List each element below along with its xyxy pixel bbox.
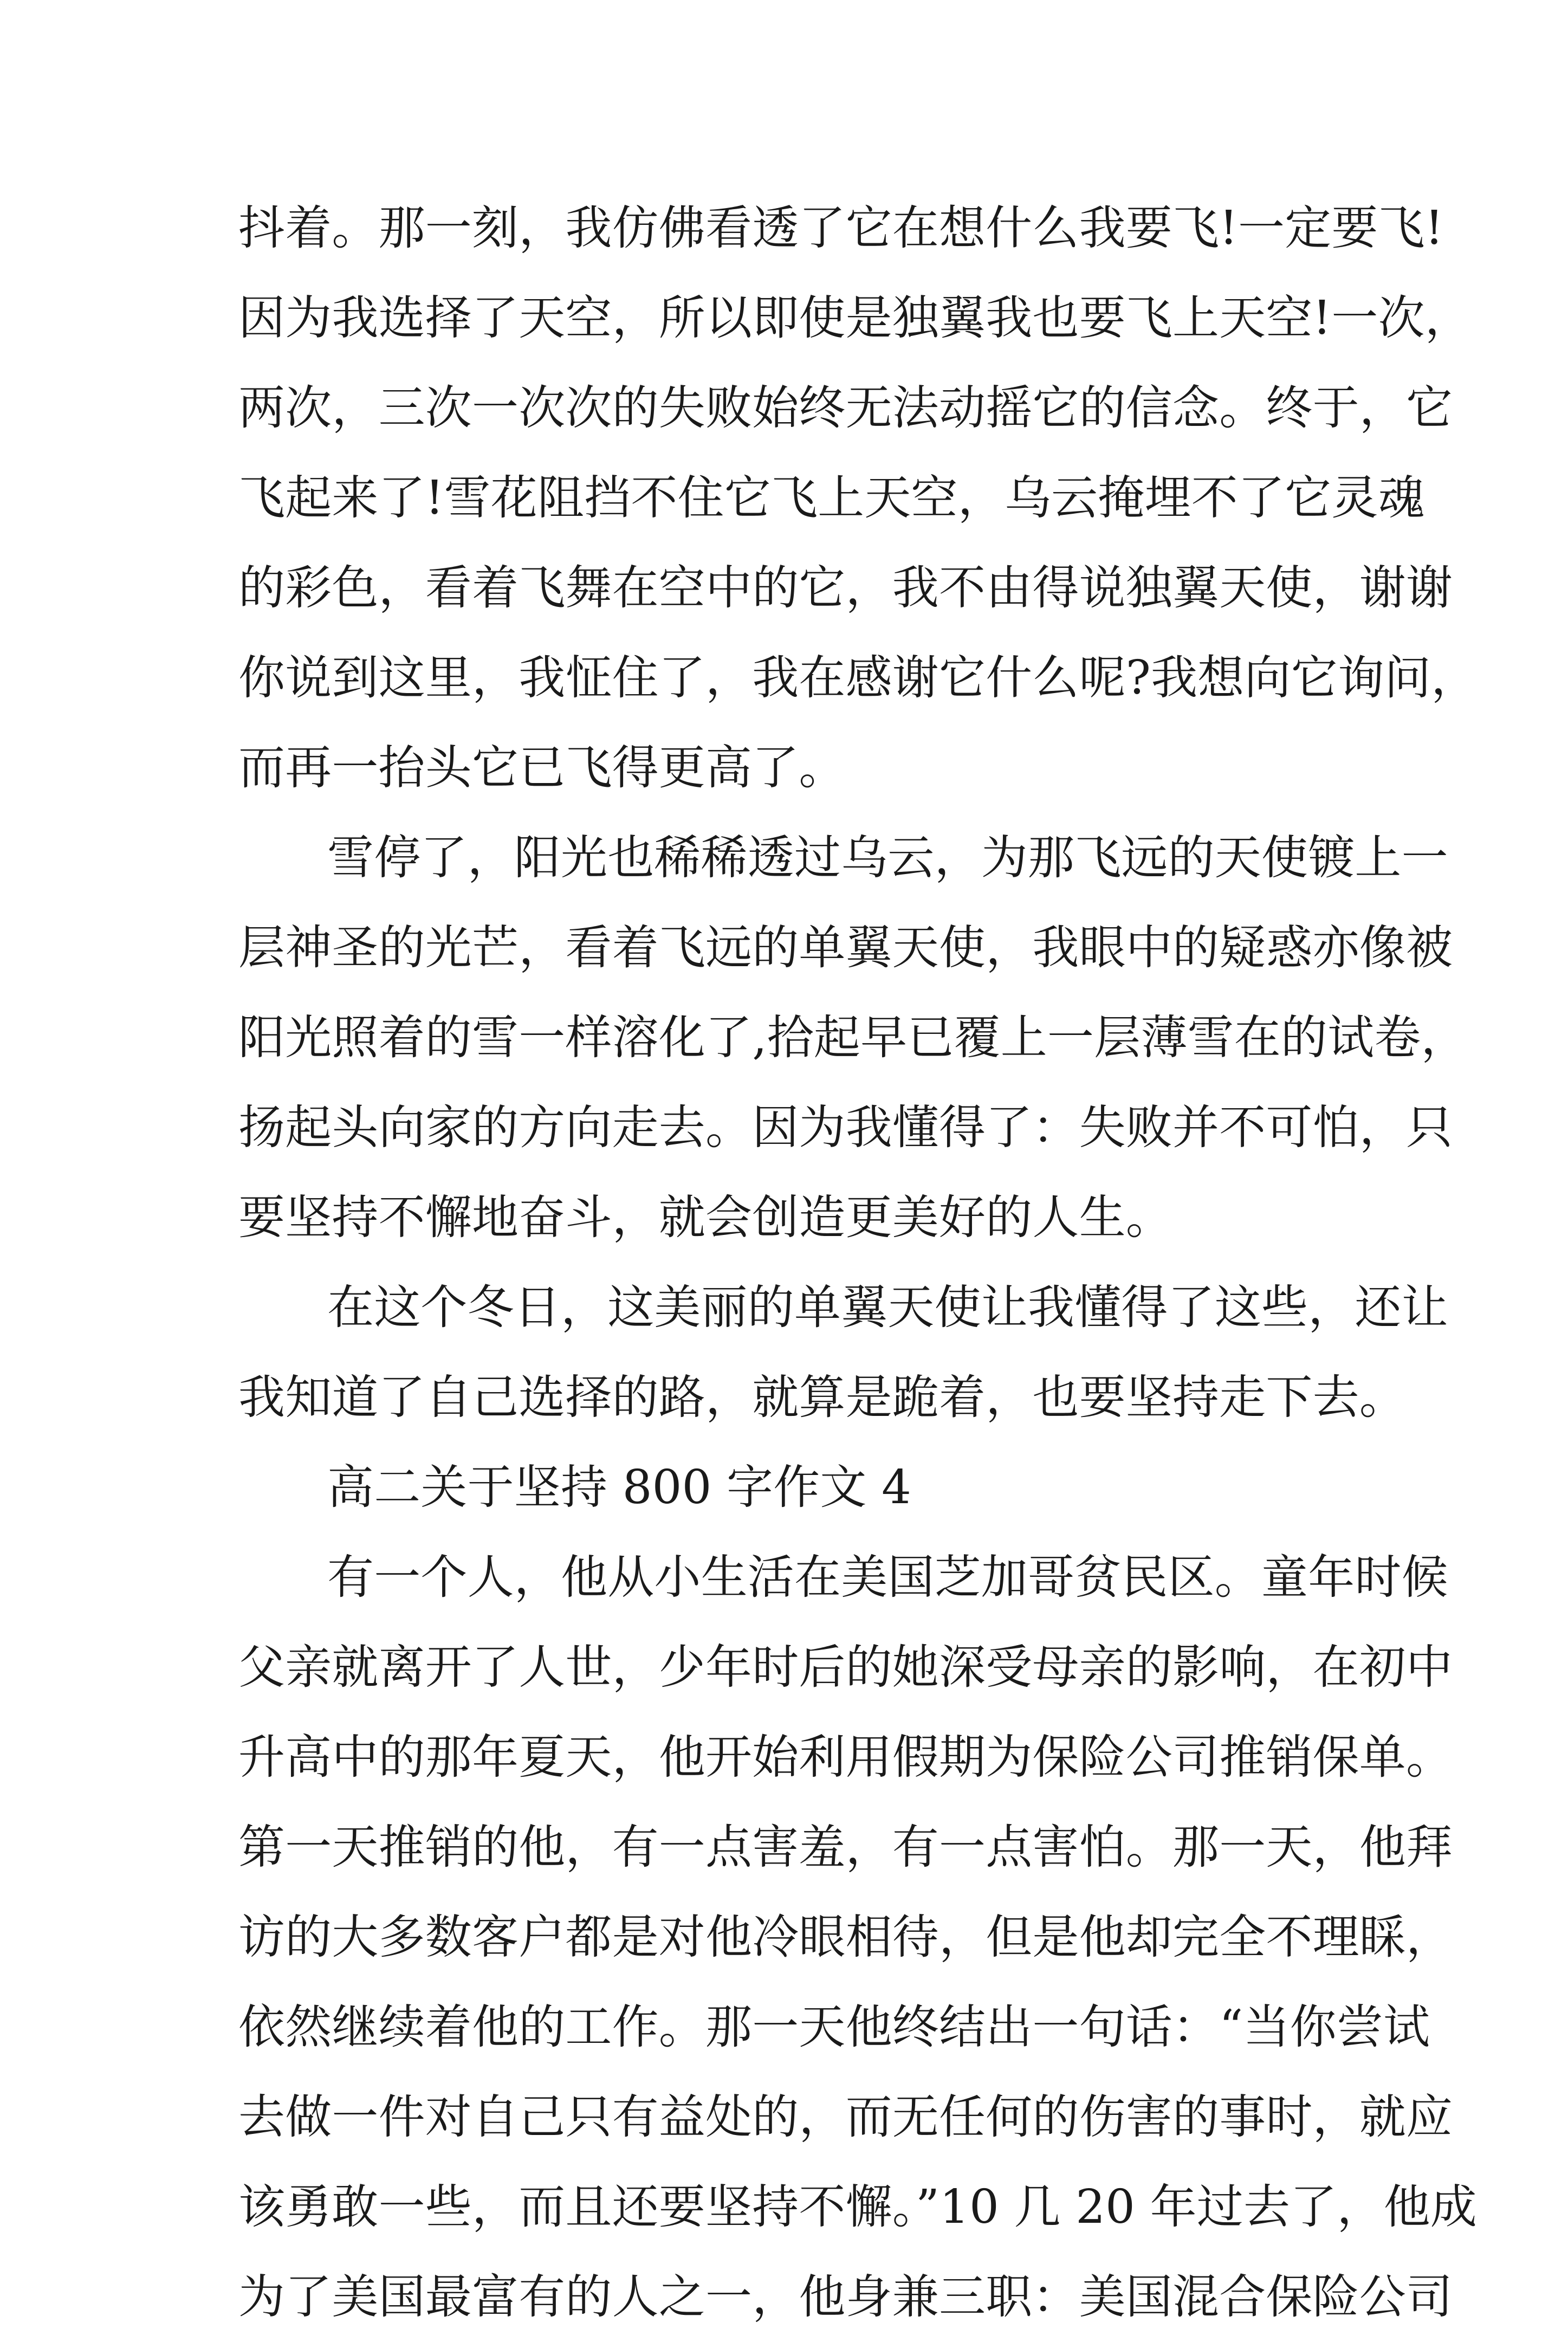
text-line: 在这个冬日，这美丽的单翼天使让我懂得了这些，还让 [327,1280,1448,1335]
text-line: 阳光照着的雪一样溶化了,拾起早已覆上一层薄雪在的试卷， [238,1011,1468,1065]
text-line: 抖着。那一刻，我仿佛看透了它在想什么我要飞!一定要飞! [238,201,1444,255]
text-line: 层神圣的光芒，看着飞远的单翼天使，我眼中的疑惑亦像被 [238,921,1453,975]
text-line: 去做一件对自己只有益处的，而无任何的伤害的事时，就应 [238,2090,1453,2144]
body-text [238,183,1478,2342]
text-line: 高二关于坚持 800 字作文 4 [327,1460,912,1515]
text-line: 我知道了自己选择的路，就算是跪着，也要坚持走下去。 [238,1370,1406,1425]
text-line: 依然继续着他的工作。那一天他终结出一句话：“当你尝试 [238,2000,1430,2054]
text-line: 第一天推销的他，有一点害羞，有一点害怕。那一天，他拜 [238,1820,1453,1874]
text-line: 的彩色，看着飞舞在空中的它，我不由得说独翼天使，谢谢 [238,561,1453,615]
text-line: 该勇敢一些，而且还要坚持不懈。”10 几 20 年过去了，他成 [238,2180,1478,2234]
text-line: 飞起来了!雪花阻挡不住它飞上天空，乌云掩埋不了它灵魂 [238,471,1425,525]
text-line: 两次，三次一次次的失败始终无法动摇它的信念。终于，它 [238,381,1453,435]
text-line: 升高中的那年夏天，他开始利用假期为保险公司推销保单。 [238,1730,1453,1784]
text-line: 访的大多数客户都是对他冷眼相待，但是他却完全不理睬， [238,1910,1453,1964]
text-line: 而再一抬头它已飞得更高了。 [238,741,846,795]
text-line: 雪停了，阳光也稀稀透过乌云，为那飞远的天使镀上一 [327,831,1448,885]
text-line: 因为我选择了天空，所以即使是独翼我也要飞上天空!一次， [238,291,1472,345]
text-line: 有一个人，他从小生活在美国芝加哥贫民区。童年时候 [327,1550,1448,1605]
text-line: 父亲就离开了人世，少年时后的她深受母亲的影响，在初中 [238,1640,1453,1694]
text-line: 你说到这里，我怔住了，我在感谢它什么呢?我想向它询问， [238,651,1478,705]
text-line: 扬起头向家的方向走去。因为我懂得了：失败并不可怕，只 [238,1101,1453,1155]
text-line: 要坚持不懈地奋斗，就会创造更美好的人生。 [238,1191,1172,1245]
text-line: 为了美国最富有的人之一，他身兼三职：美国混合保险公司 [238,2270,1453,2324]
